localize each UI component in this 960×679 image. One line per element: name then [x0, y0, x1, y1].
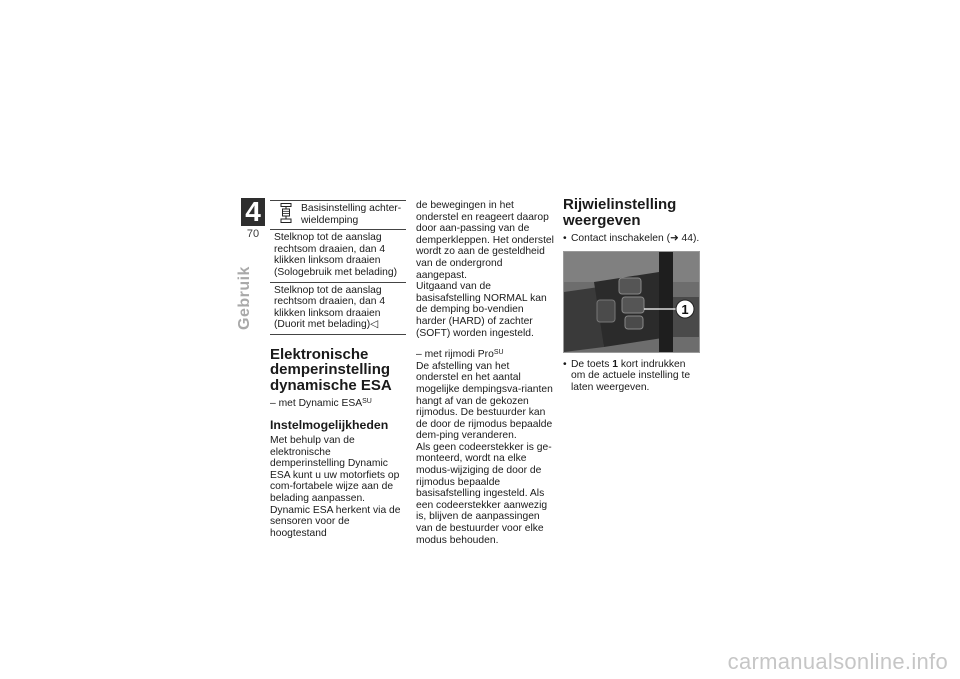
- bullet-text: De toets: [571, 358, 613, 370]
- paragraph: de bewegingen in het onderstel en reageert daarop door aan-passing van de demperkleppen. Het onderstel wordt zo aan de gesteldheid van de ondergrond aangepast.: [416, 200, 554, 281]
- table-header: Basisinstelling achter-wieldemping: [301, 203, 402, 226]
- bullet-item: • De toets 1 kort indrukken om de actuele instelling te laten weergeven.: [563, 358, 691, 393]
- bullet-text: Contact inschakelen (➜ 44).: [571, 233, 700, 244]
- bullet-text: kort indrukken om de actuele instelling te laten weergeven.: [571, 358, 691, 393]
- settings-table: [270, 200, 406, 335]
- handlebar-switch-photo: [563, 251, 700, 353]
- shock-absorber-icon: [279, 203, 293, 223]
- table-row: Stelknop tot de aanslag rechtsom draaien, dan 4 klikken linksom draaien (Sologebruik met belading): [270, 230, 406, 282]
- paragraph: Als geen codeerstekker is ge-monteerd, wordt na elke modus-wijziging de door de rijmodus bepaalde basisafstelling ingesteld. Als een codeerstekker aanwezig is, blijven de aanpassingen van de bestuurder voor elke modus behouden.: [416, 441, 552, 546]
- paragraph: Uitgaand van de basisafstelling NORMAL kan de demping bo-vendien harder (HARD) of zachter (SOFT) worden ingesteld.: [416, 281, 547, 339]
- chapter-tab: [241, 198, 265, 240]
- section-title: Rijwielinstelling weergeven: [563, 196, 677, 229]
- column-1: [270, 200, 406, 539]
- sub-title: Instelmogelijkheden: [270, 418, 389, 433]
- key-reference: 1: [612, 358, 618, 370]
- chapter-number: 4: [241, 198, 265, 226]
- table-row: Stelknop tot de aanslag rechtsom draaien, dan 4 klikken linksom draaien (Duorit met belading)◁: [270, 282, 406, 334]
- watermark: carmanualsonline.info: [727, 649, 948, 674]
- page-number: 70: [246, 228, 260, 240]
- photo-callout-label: 1: [681, 301, 689, 317]
- option-line: – met rijmodi Pro$^{SU}$: [416, 349, 504, 361]
- paragraph: Met behulp van de elektronische demperinstelling Dynamic ESA kunt u uw motorfiets op com-fortabele wijze aan de belading aanpassen.: [270, 435, 400, 504]
- option-tag: SU: [493, 349, 504, 357]
- chapter-title: Gebruik: [236, 266, 253, 330]
- column-2: [416, 200, 554, 546]
- column-3: [563, 196, 701, 393]
- section-title: Elektronische demperinstelling dynamische ESA: [270, 345, 392, 394]
- option-label: met Dynamic ESA: [278, 398, 363, 410]
- paragraph: Dynamic ESA herkent via de sensoren voor de hoogtestand: [270, 504, 401, 539]
- option-tag: SU: [362, 398, 372, 406]
- option-label: met rijmodi Pro: [424, 349, 494, 361]
- option-line: – met Dynamic $ESA^{SU}$: [270, 398, 372, 410]
- bullet-item: • Contact inschakelen (➜ 44).: [563, 233, 700, 244]
- paragraph: De afstelling van het onderstel en het aantal mogelijke dempingsva-rianten hangt af van de gekozen rijmodus. De bestuurder kan de door de rijmodus bepaalde dem-ping veranderen.: [416, 360, 553, 442]
